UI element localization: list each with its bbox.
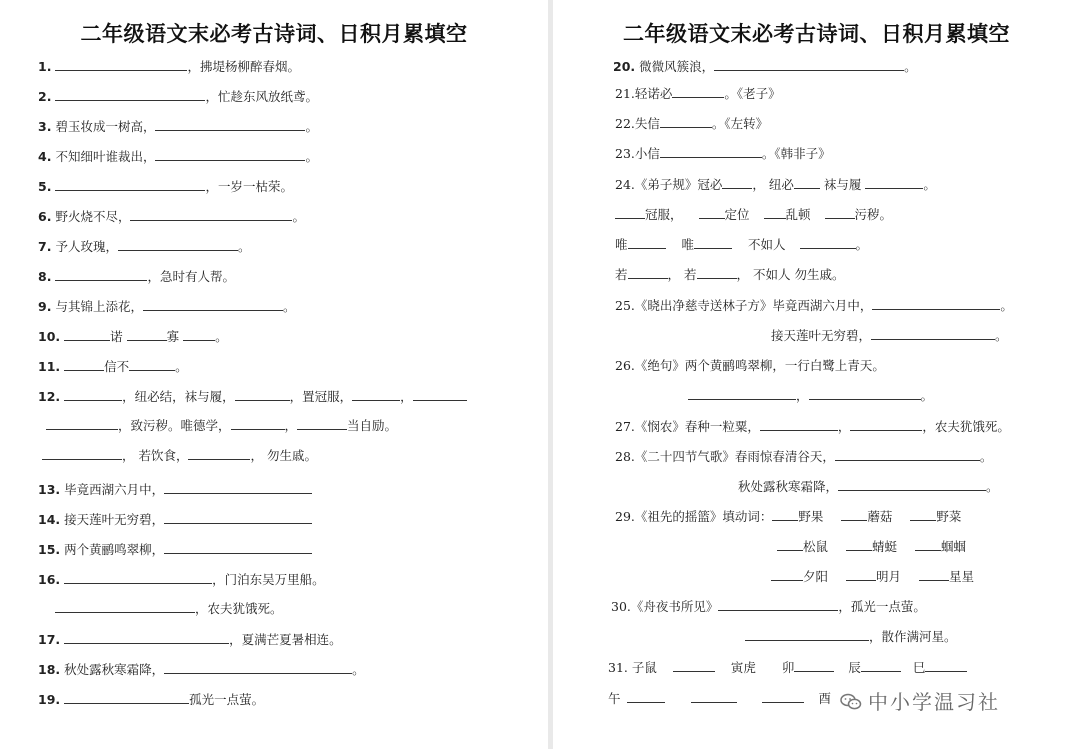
item-6: 6. 野火烧不尽， 。	[38, 209, 305, 224]
answer-blank[interactable]	[809, 387, 921, 400]
answer-blank[interactable]	[42, 447, 122, 460]
item-3: 3. 碧玉妆成一树高， 。	[38, 119, 318, 134]
item-20: 20. 微微风簇浪， 。	[613, 59, 917, 74]
item-24-line4: 若 ， 若 ， 不如人 勿生戚。	[615, 267, 845, 282]
answer-blank[interactable]	[129, 358, 175, 371]
item-5: 5. ，一岁一枯荣。	[38, 179, 293, 194]
answer-blank[interactable]	[872, 297, 1000, 310]
answer-blank[interactable]	[722, 176, 752, 189]
item-31-line1: 31. 子鼠 寅虎 卯 辰 巳	[608, 659, 967, 677]
answer-blank[interactable]	[771, 568, 803, 581]
answer-blank[interactable]	[188, 447, 250, 460]
answer-blank[interactable]	[164, 541, 312, 554]
answer-blank[interactable]	[64, 631, 229, 644]
item-12-line3: ， 若饮食， ， 勿生戚。	[42, 447, 317, 465]
page-title: 二年级语文末必考古诗词、日积月累填空	[80, 22, 468, 46]
answer-blank[interactable]	[297, 417, 347, 430]
item-11: 11. 信不 。	[38, 359, 188, 374]
answer-blank[interactable]	[143, 298, 283, 311]
answer-blank[interactable]	[794, 659, 834, 672]
answer-blank[interactable]	[628, 266, 668, 279]
answer-blank[interactable]	[55, 88, 205, 101]
watermark-text: 中小学温习社	[868, 690, 1000, 714]
answer-blank[interactable]	[835, 448, 980, 461]
item-25-line1: 25.《晓出净慈寺送林子方》毕竟西湖六月中， 。	[615, 298, 1013, 313]
item-19: 19. 孤光一点萤。	[38, 692, 265, 707]
answer-blank[interactable]	[46, 417, 118, 430]
item-29-line1: 29.《祖先的摇篮》填动词： 野果 蘑菇 野菜	[615, 509, 962, 524]
answer-blank[interactable]	[155, 148, 305, 161]
answer-blank[interactable]	[127, 328, 167, 341]
answer-blank[interactable]	[794, 176, 820, 189]
answer-blank[interactable]	[745, 628, 869, 641]
answer-blank[interactable]	[55, 58, 187, 71]
answer-blank[interactable]	[130, 208, 292, 221]
answer-blank[interactable]	[164, 661, 352, 674]
item-12-line1: 12. ，纽必结，袜与履， ，置冠服， ，	[38, 388, 467, 406]
item-24-line3: 唯 唯 不如人 。	[615, 237, 869, 252]
answer-blank[interactable]	[718, 598, 838, 611]
item-14: 14. 接天莲叶无穷碧，	[38, 511, 312, 529]
item-10: 10. 诺 寡 。	[38, 329, 228, 344]
answer-blank[interactable]	[764, 206, 786, 219]
item-8: 8. ，急时有人帮。	[38, 269, 235, 284]
item-24-line1: 24.《弟子规》冠必 ， 纽必 袜与履 。	[615, 177, 936, 192]
item-28-line1: 28.《二十四节气歌》春雨惊春清谷天， 。	[615, 449, 993, 464]
answer-blank[interactable]	[865, 176, 923, 189]
answer-blank[interactable]	[628, 236, 666, 249]
item-17: 17. ，夏满芒夏暑相连。	[38, 632, 342, 647]
item-30-line2: ，散作满河星。	[745, 628, 957, 646]
answer-blank[interactable]	[118, 238, 238, 251]
answer-blank[interactable]	[861, 659, 901, 672]
answer-blank[interactable]	[55, 600, 195, 613]
item-15: 15. 两个黄鹂鸣翠柳，	[38, 541, 312, 559]
watermark	[840, 686, 1000, 715]
answer-blank[interactable]	[231, 417, 285, 430]
item-21: 21.轻诺必 。《老子》	[615, 86, 781, 101]
answer-blank[interactable]	[777, 538, 803, 551]
item-28-line2: 秋处露秋寒霜降， 。	[738, 479, 999, 494]
item-9: 9. 与其锦上添花， 。	[38, 299, 296, 314]
answer-blank[interactable]	[915, 538, 941, 551]
answer-blank[interactable]	[694, 236, 732, 249]
right-page	[553, 0, 1080, 749]
answer-blank[interactable]	[352, 388, 400, 401]
answer-blank[interactable]	[413, 388, 467, 401]
answer-blank[interactable]	[714, 58, 904, 71]
answer-blank[interactable]	[164, 481, 312, 494]
answer-blank[interactable]	[673, 659, 715, 672]
answer-blank[interactable]	[615, 206, 645, 219]
answer-blank[interactable]	[825, 206, 855, 219]
item-29-line2: 松鼠 蜻蜓 蝈蝈	[777, 538, 966, 556]
answer-blank[interactable]	[55, 268, 147, 281]
item-18: 18. 秋处露秋寒霜降， 。	[38, 662, 365, 677]
item-24-line2: 冠服， 定位 乱顿 污秽。	[615, 206, 892, 224]
item-25-line2: 接天莲叶无穷碧， 。	[771, 328, 1008, 343]
wechat-icon	[840, 692, 862, 710]
item-2: 2. ，忙趁东风放纸鸢。	[38, 89, 318, 104]
answer-blank[interactable]	[64, 691, 189, 704]
answer-blank[interactable]	[760, 418, 838, 431]
answer-blank[interactable]	[772, 508, 798, 521]
answer-blank[interactable]	[800, 236, 856, 249]
item-23: 23.小信 。《韩非子》	[615, 146, 831, 161]
answer-blank[interactable]	[235, 388, 290, 401]
answer-blank[interactable]	[925, 659, 967, 672]
answer-blank[interactable]	[64, 571, 212, 584]
item-16-line1: 16. ，门泊东吴万里船。	[38, 572, 325, 587]
answer-blank[interactable]	[660, 115, 712, 128]
page-title: 二年级语文末必考古诗词、日积月累填空	[623, 22, 1010, 46]
answer-blank[interactable]	[846, 568, 876, 581]
item-30-line1: 30.《舟夜书所见》 ，孤光一点萤。	[611, 599, 926, 614]
answer-blank[interactable]	[919, 568, 949, 581]
answer-blank[interactable]	[688, 387, 796, 400]
item-1: 1. ，拂堤杨柳醉春烟。	[38, 59, 300, 74]
answer-blank[interactable]	[64, 388, 122, 401]
answer-blank[interactable]	[183, 328, 215, 341]
answer-blank[interactable]	[841, 508, 867, 521]
answer-blank[interactable]	[627, 690, 665, 703]
answer-blank[interactable]	[164, 511, 312, 524]
item-7: 7. 予人玫瑰， 。	[38, 239, 251, 254]
item-16-line2: ，农夫犹饿死。	[55, 600, 283, 618]
answer-blank[interactable]	[850, 418, 922, 431]
answer-blank[interactable]	[697, 266, 737, 279]
item-4: 4. 不知细叶谁裁出， 。	[38, 149, 318, 164]
answer-blank[interactable]	[55, 178, 205, 191]
item-31-line2: 午 酉	[608, 691, 831, 706]
answer-blank[interactable]	[691, 690, 737, 703]
item-13: 13. 毕竟西湖六月中，	[38, 481, 312, 499]
answer-blank[interactable]	[64, 328, 110, 341]
item-27: 27.《悯农》春种一粒粟， ， ，农夫犹饿死。	[615, 419, 1010, 434]
item-22: 22.失信 。《左转》	[615, 116, 769, 131]
answer-blank[interactable]	[699, 206, 725, 219]
item-29-line3: 夕阳 明月 星星	[771, 568, 974, 586]
answer-blank[interactable]	[155, 118, 305, 131]
answer-blank[interactable]	[762, 690, 804, 703]
item-26-line2: ， 。	[688, 387, 933, 405]
answer-blank[interactable]	[660, 145, 762, 158]
answer-blank[interactable]	[672, 85, 724, 98]
item-12-line2: ，致污秽。唯德学， ， 当自励。	[46, 417, 397, 435]
item-26-line1: 26.《绝句》两个黄鹂鸣翠柳，一行白鹭上青天。	[615, 358, 885, 373]
answer-blank[interactable]	[910, 508, 936, 521]
answer-blank[interactable]	[64, 358, 104, 371]
answer-blank[interactable]	[871, 327, 995, 340]
answer-blank[interactable]	[838, 478, 986, 491]
answer-blank[interactable]	[846, 538, 872, 551]
